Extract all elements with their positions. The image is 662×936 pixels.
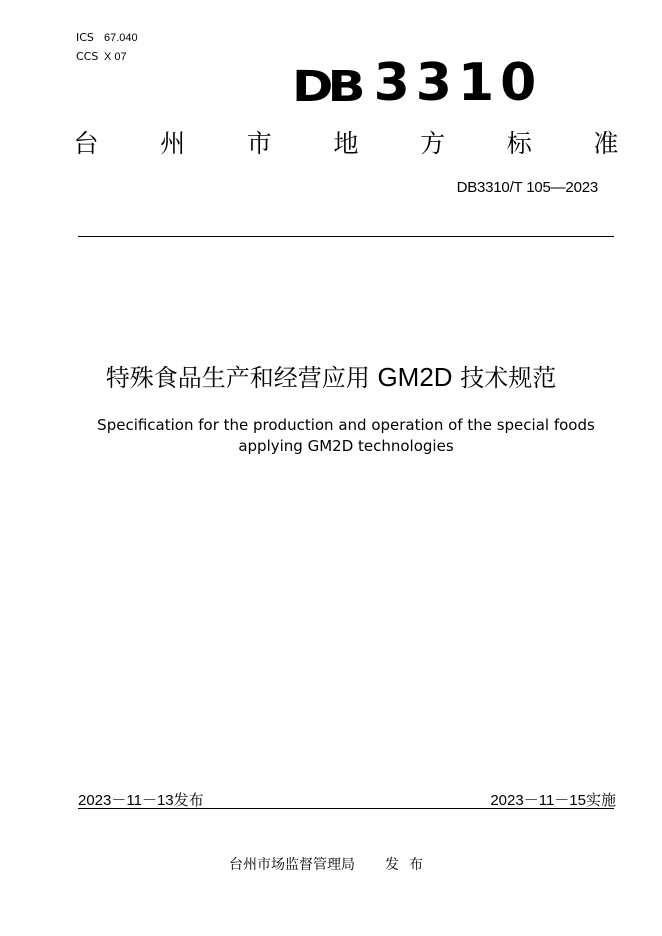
standard-type-char: 台 <box>73 129 99 158</box>
bottom-divider <box>78 808 614 809</box>
title-chinese <box>0 360 662 395</box>
title-cn-latin: GM2D <box>377 362 453 392</box>
standard-number: DB3310/T 105—2023 <box>456 179 598 196</box>
standard-type-char: 标 <box>506 129 532 158</box>
title-en-line2: applying GM2D technologies <box>238 437 454 455</box>
publisher-name: 台州市场监督管理局 <box>229 857 355 873</box>
title-english <box>76 415 616 457</box>
standard-type-char: 市 <box>246 129 272 158</box>
ics-code: 67.040 <box>104 32 138 44</box>
ics-label: ICS <box>76 31 94 44</box>
logo-code: 3310 <box>373 53 543 113</box>
standard-type-char: 地 <box>333 129 359 158</box>
publisher-line <box>0 854 662 874</box>
logo-prefix: DB <box>292 61 360 112</box>
ccs-code: X 07 <box>104 51 127 63</box>
implementation-date <box>490 789 616 810</box>
title-cn-part1: 特殊食品生产和经营应用 <box>105 364 378 392</box>
issue-date-value: 2023－11－13 <box>78 792 174 809</box>
standard-type-char: 州 <box>160 129 186 158</box>
implementation-date-label: 实施 <box>585 791 616 809</box>
standard-type-char: 准 <box>593 129 619 158</box>
standard-type-heading <box>72 128 620 160</box>
implementation-date-value: 2023－11－15 <box>490 792 586 809</box>
top-divider <box>78 236 614 237</box>
issue-date-label: 发布 <box>173 791 204 809</box>
title-en-line1: Specification for the production and operation of the special foods <box>97 416 595 434</box>
db-logo <box>292 53 543 113</box>
issue-date <box>78 789 204 810</box>
title-cn-part2: 技术规范 <box>452 364 557 392</box>
standard-type-char: 方 <box>420 129 446 158</box>
ccs-label: CCS <box>76 50 99 63</box>
publisher-action: 发布 <box>385 857 433 873</box>
